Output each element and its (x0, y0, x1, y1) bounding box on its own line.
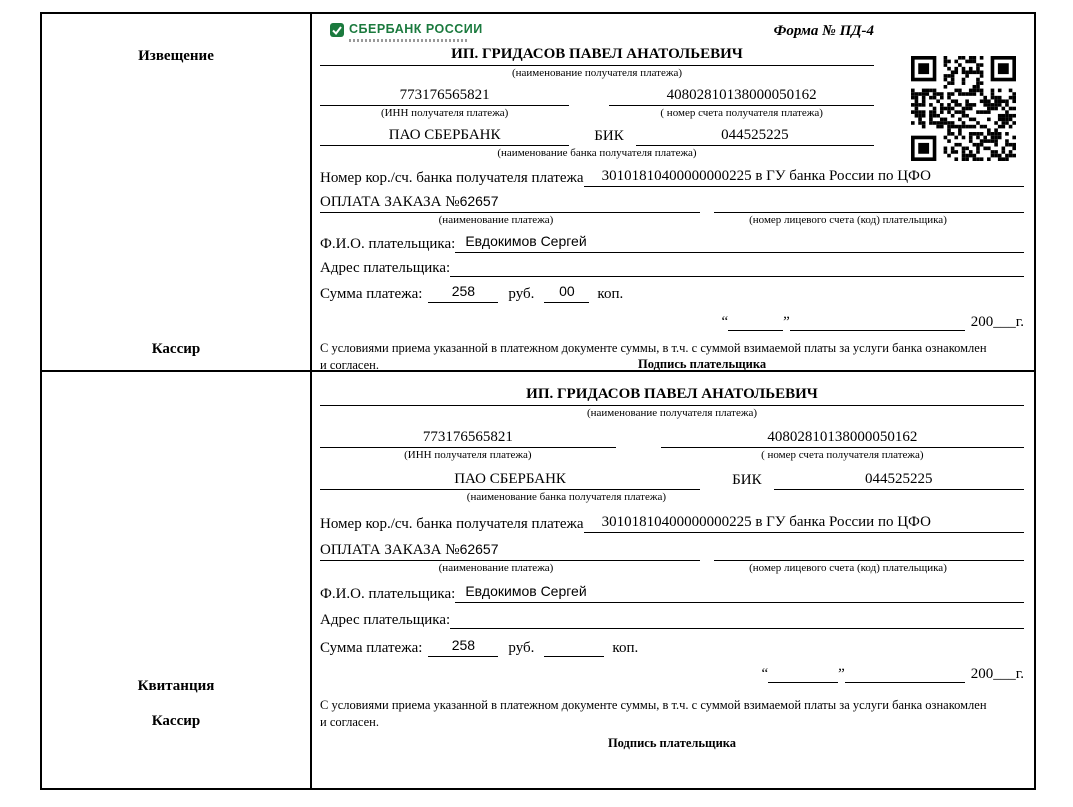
inn-account-row (320, 428, 1024, 462)
order-number: 62657 (459, 540, 499, 557)
sberbank-logo-icon (330, 23, 344, 37)
sum-label: Сумма платежа: (320, 285, 423, 302)
fio-line (455, 583, 1024, 603)
quote-close: ” (783, 313, 790, 330)
address-row (320, 259, 1024, 277)
sum-value: 258 (451, 282, 476, 299)
sum-label: Сумма платежа: (320, 639, 423, 656)
receipt-label: Квитанция (137, 678, 215, 694)
form-header (320, 22, 874, 42)
form-number: Форма № ПД-4 (773, 23, 874, 39)
fio-row (320, 583, 1024, 603)
payment-captions-row (320, 561, 1024, 575)
bik-label: БИК (732, 472, 762, 489)
payee-name-caption: (наименование получателя платежа) (511, 67, 683, 79)
quote-open: “ (721, 313, 729, 330)
date-month-blank (790, 316, 965, 331)
corr-label: Номер кор./сч. банка получателя платежа (320, 515, 584, 532)
sum-value-line (428, 637, 498, 657)
inn-value: 773176565821 (320, 428, 616, 448)
corr-account-row (320, 167, 1024, 187)
address-blank (450, 260, 1024, 277)
inn-account-row (320, 86, 874, 120)
date-day-blank (728, 316, 783, 331)
payment-captions-row (320, 213, 1024, 227)
personal-account-blank (714, 196, 1024, 213)
date-row (320, 665, 1024, 683)
order-number: 62657 (459, 192, 499, 209)
kop-value-line (544, 640, 604, 657)
notice-stub-column (42, 14, 312, 370)
address-blank (450, 612, 1024, 629)
qr-code (911, 56, 1016, 161)
rub-label: руб. (508, 285, 535, 302)
payee-name-caption: (наименование получателя платежа) (586, 407, 758, 419)
fio-value: Евдокимов Сергей (465, 232, 587, 249)
year-label: 200___г. (970, 665, 1024, 682)
bank-logo-text: СБЕРБАНК РОССИИ (349, 22, 483, 36)
account-value: 40802810138000050162 (661, 428, 1024, 448)
payment-name-value (320, 193, 700, 213)
personal-account-caption: (номер лицевого счета (код) плательщика) (749, 561, 947, 574)
inn-value: 773176565821 (320, 86, 569, 106)
corr-value: 30101810400000000225 в ГУ банка России по ЦФО (584, 513, 1024, 533)
year-label: 200___г. (970, 313, 1024, 330)
account-caption: ( номер счета получателя платежа) (660, 107, 823, 120)
payment-caption: (наименование платежа) (438, 213, 554, 226)
payment-label: ОПЛАТА ЗАКАЗА № (320, 193, 460, 210)
bank-bik-row (320, 126, 874, 146)
bank-name-value: ПАО СБЕРБАНК (320, 126, 569, 146)
address-row (320, 611, 1024, 629)
payment-form-pd4 (40, 12, 1036, 790)
bank-caption: (наименование банка получателя платежа) (497, 147, 697, 160)
notice-form (312, 14, 1034, 373)
kop-label: коп. (612, 639, 639, 656)
sum-value: 258 (451, 636, 476, 653)
inn-block (320, 428, 616, 462)
payment-name-row (320, 193, 1024, 213)
notice-label: Извещение (138, 48, 214, 64)
kop-label: коп. (597, 285, 624, 302)
personal-account-blank (714, 544, 1024, 561)
date-day-blank (768, 668, 838, 683)
bank-name-value: ПАО СБЕРБАНК (320, 470, 700, 490)
kop-value-line (544, 283, 589, 303)
bik-label: БИК (594, 128, 624, 145)
corr-label: Номер кор./сч. банка получателя платежа (320, 169, 584, 186)
terms-text: С условиями приема указанной в платежном документе суммы, в т.ч. с суммой взимаемой платы за услуги банка ознакомлен и согласен. (320, 697, 987, 730)
payment-caption: (наименование платежа) (438, 561, 554, 574)
terms-text: С условиями приема указанной в платежном документе суммы, в т.ч. с суммой взимаемой платы за услуги банка ознакомлен и согласен. (320, 340, 987, 373)
terms-block (320, 697, 992, 732)
receipt-stub-column (42, 372, 312, 788)
quote-close: ” (838, 665, 845, 682)
date-month-blank (845, 668, 965, 683)
payee-name: ИП. ГРИДАСОВ ПАВЕЛ АНАТОЛЬЕВИЧ (320, 386, 1024, 406)
personal-account-caption: (номер лицевого счета (код) плательщика) (749, 213, 947, 226)
bik-value: 044525225 (774, 470, 1024, 490)
signature-label: Подпись плательщика (607, 735, 737, 750)
account-block (609, 86, 874, 120)
address-label: Адрес плательщика: (320, 611, 451, 628)
sberbank-logo (330, 22, 483, 42)
inn-caption: (ИНН получателя платежа) (404, 449, 532, 462)
sum-row (320, 637, 1024, 657)
notice-section (42, 14, 1034, 372)
inn-block (320, 86, 569, 120)
inn-caption: (ИНН получателя платежа) (380, 107, 509, 120)
account-block (661, 428, 1024, 462)
payment-name-row (320, 541, 1024, 561)
bank-bik-row (320, 470, 1024, 490)
sum-value-line (428, 283, 498, 303)
cashier-label: Кассир (151, 341, 201, 357)
quote-open: “ (761, 665, 769, 682)
fio-value: Евдокимов Сергей (465, 582, 587, 599)
address-label: Адрес плательщика: (320, 259, 451, 276)
kop-value: 00 (559, 282, 575, 299)
fio-label: Ф.И.О. плательщика: (320, 235, 456, 252)
payee-name: ИП. ГРИДАСОВ ПАВЕЛ АНАТОЛЬЕВИЧ (320, 46, 874, 66)
payment-label: ОПЛАТА ЗАКАЗА № (320, 541, 460, 558)
sum-row (320, 283, 1024, 303)
account-caption: ( номер счета получателя платежа) (761, 449, 924, 462)
account-value: 40802810138000050162 (609, 86, 874, 106)
payment-name-value (320, 541, 700, 561)
bik-value: 044525225 (636, 126, 874, 146)
corr-value: 30101810400000000225 в ГУ банка России по ЦФО (584, 167, 1024, 187)
date-row (320, 313, 1024, 331)
fio-line (455, 233, 1024, 253)
fio-label: Ф.И.О. плательщика: (320, 585, 456, 602)
terms-block (320, 340, 992, 375)
receipt-section (42, 372, 1034, 788)
signature-label: Подпись плательщика (638, 357, 767, 372)
cashier-label: Кассир (151, 713, 201, 729)
rub-label: руб. (508, 639, 535, 656)
logo-fine-print (349, 39, 469, 42)
corr-account-row (320, 513, 1024, 533)
receipt-form (312, 372, 1034, 788)
bank-caption: (наименование банка получателя платежа) (466, 491, 667, 504)
fio-row (320, 233, 1024, 253)
